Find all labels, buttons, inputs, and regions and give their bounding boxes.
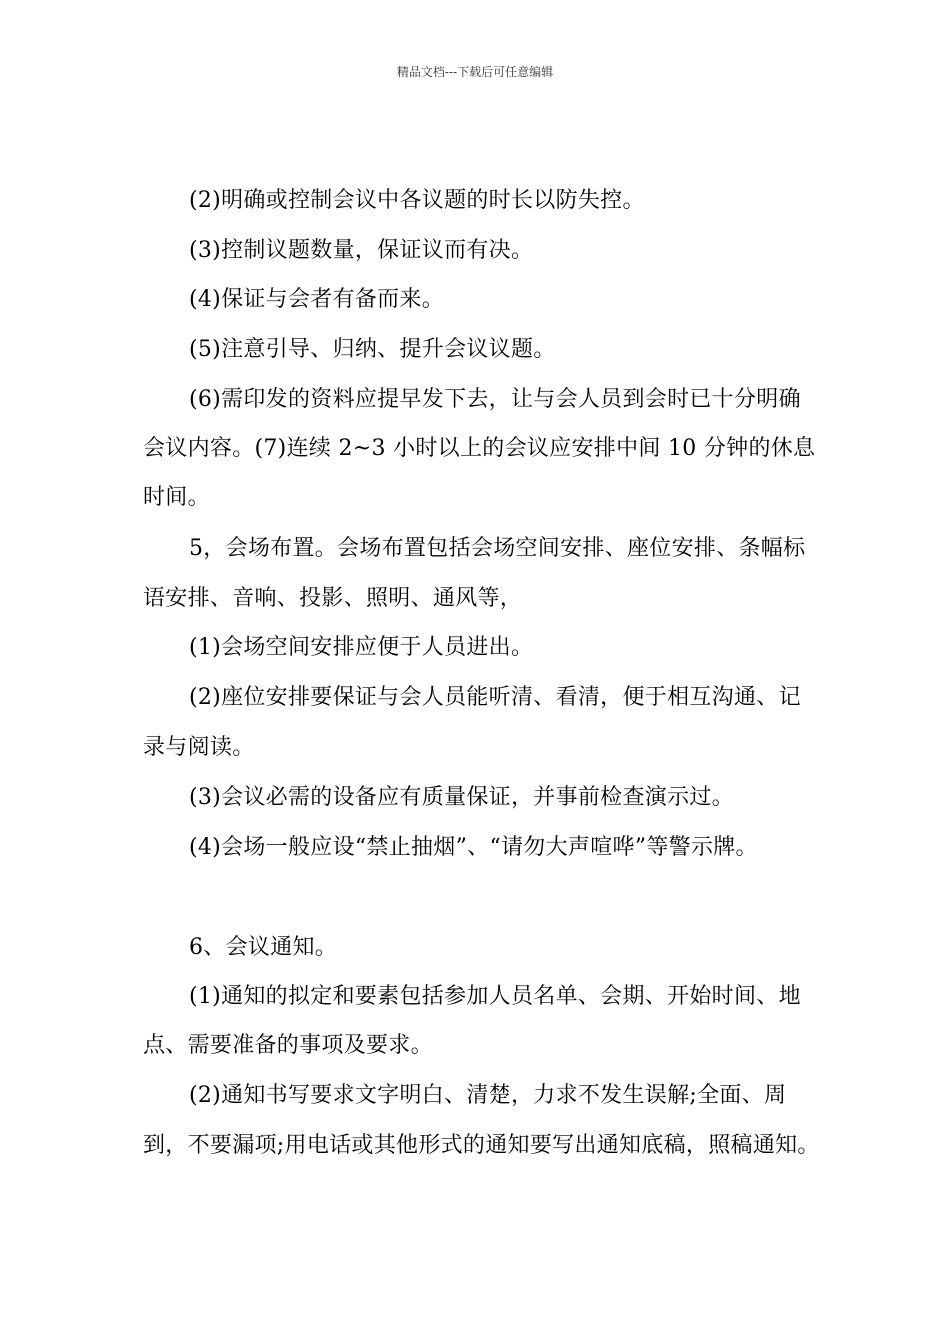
- text-line: (4)会场一般应设“禁止抽烟”、“请勿大声喧哗”等警示牌。: [189, 835, 758, 860]
- text-line: 5，会场布置。会场布置包括会场空间安排、座位安排、条幅标: [189, 536, 806, 561]
- text-line: (5)注意引导、归纳、提升会议议题。: [189, 337, 556, 362]
- text-line: 6、会议通知。: [189, 935, 338, 960]
- text-line: 会议内容。(7)连续 2~3 小时以上的会议应安排中间 10 分钟的休息: [143, 436, 816, 461]
- page-header: 精品文档---下载后可任意编辑: [396, 65, 554, 79]
- text-line: (1)会场空间安排应便于人员进出。: [189, 635, 534, 660]
- text-line: 语安排、音响、投影、照明、通风等，: [143, 586, 523, 611]
- text-line: (3)会议必需的设备应有质量保证，并事前检查演示过。: [189, 785, 734, 810]
- text-line: 时间。: [143, 485, 210, 510]
- text-line: (3)控制议题数量，保证议而有决。: [189, 238, 534, 263]
- text-line: 录与阅读。: [143, 735, 255, 760]
- text-line: (2)通知书写要求文字明白、清楚，力求不发生误解;全面、周: [189, 1083, 787, 1108]
- text-line: (4)保证与会者有备而来。: [189, 287, 445, 312]
- text-line: (2)明确或控制会议中各议题的时长以防失控。: [189, 188, 645, 213]
- text-line: (2)座位安排要保证与会人员能听清、看清，便于相互沟通、记: [189, 685, 801, 710]
- text-line: 点、需要准备的事项及要求。: [143, 1033, 433, 1058]
- text-line: (6)需印发的资料应提早发下去，让与会人员到会时已十分明确: [189, 387, 801, 412]
- text-line: 到，不要漏项;用电话或其他形式的通知要写出通知底稿，照稿通知。: [143, 1133, 820, 1158]
- text-line: (1)通知的拟定和要素包括参加人员名单、会期、开始时间、地: [189, 984, 801, 1009]
